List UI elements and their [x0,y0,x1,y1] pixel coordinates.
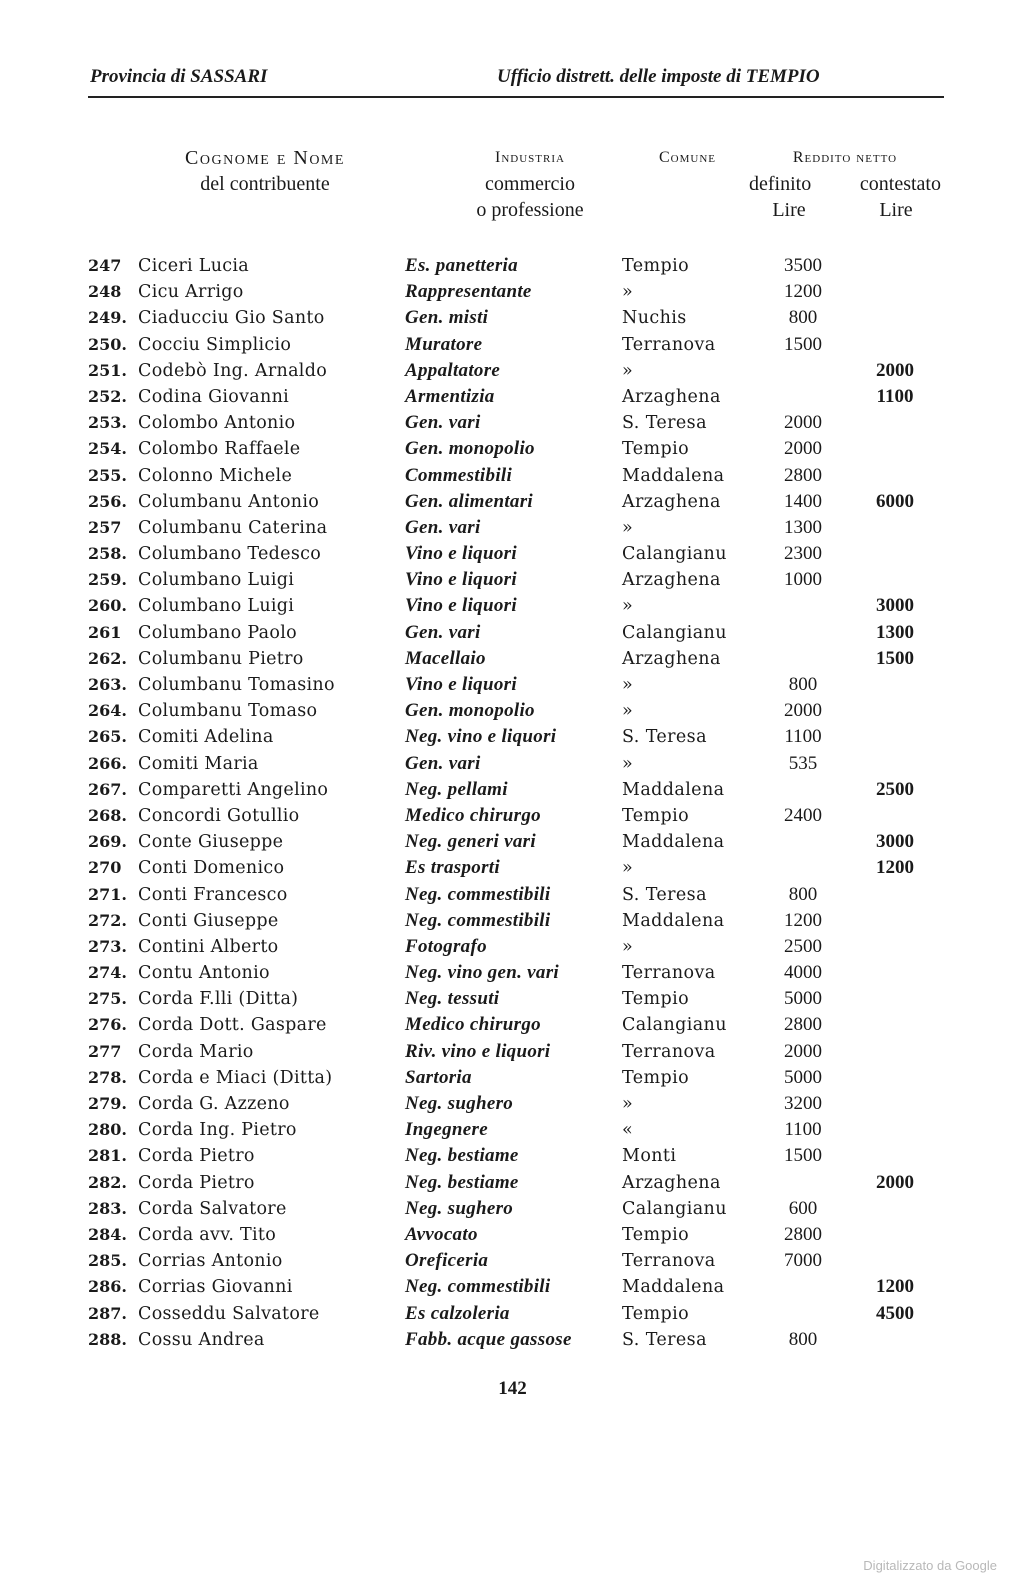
income-defined: 1100 [784,1119,822,1141]
taxpayer-name: Corrias Giovanni [138,1277,293,1298]
header-province: Provincia di SASSARI [90,66,268,87]
industry: Riv. vino e liquori [405,1040,551,1062]
comune: Maddalena [622,1277,725,1298]
table-row [0,305,1025,331]
comune: Tempio [622,1067,689,1088]
row-number: 277 [88,1041,122,1061]
industry: Neg. tessuti [405,988,500,1010]
row-number: 272. [88,910,127,930]
industry: Neg. bestiame [405,1145,519,1167]
comune: » [622,701,634,722]
table-row [0,882,1025,908]
income-defined: 2400 [784,804,822,826]
income-defined: 2000 [784,412,822,434]
income-defined: 800 [788,674,818,695]
industry: Es trasporti [405,857,500,879]
comune: » [622,360,634,381]
income-contested: 4500 [876,1302,914,1324]
table-row [0,358,1025,384]
industry: Gen. monopolio [405,700,535,722]
table-row [0,908,1025,934]
industry: Gen. vari [405,752,481,774]
column-header-name-line1: Cognome e Nome [185,147,345,169]
income-defined: 1200 [784,281,822,303]
column-header-industry [430,145,630,223]
industry: Fotografo [405,935,487,957]
watermark: Digitalizzato da Google [863,1558,997,1573]
table-row [0,777,1025,803]
row-number: 280. [88,1120,127,1140]
income-defined: 7000 [784,1250,822,1272]
industry: Es calzoleria [405,1302,510,1324]
comune: S. Teresa [622,1329,707,1350]
income-contested: 1200 [876,857,914,879]
row-number: 270 [88,858,122,878]
industry: Neg. commestibili [405,883,551,905]
taxpayer-name: Ciaducciu Gio Santo [138,308,325,329]
table-row [0,1091,1025,1117]
row-number: 252. [88,386,127,406]
income-defined: 2500 [784,935,822,957]
row-number: 274. [88,963,127,983]
table-row [0,934,1025,960]
taxpayer-name: Conti Domenico [138,858,285,879]
industry: Ingegnere [405,1119,488,1141]
row-number: 265. [88,727,127,747]
taxpayer-name: Columbanu Antonio [138,491,320,512]
industry: Vino e liquori [405,569,517,591]
income-defined: 2300 [784,543,822,565]
table-row [0,489,1025,515]
industry: Medico chirurgo [405,804,541,826]
taxpayer-name: Conte Giuseppe [138,832,284,853]
industry: Gen. misti [405,307,489,329]
industry: Gen. vari [405,412,481,434]
taxpayer-name: Columbanu Tomaso [138,701,318,722]
comune: Maddalena [622,832,725,853]
income-defined: 2800 [784,1223,822,1245]
table-row [0,751,1025,777]
taxpayer-name: Comparetti Angelino [138,779,329,800]
industry: Neg. commestibili [405,909,551,931]
industry: Medico chirurgo [405,1014,541,1036]
comune: Monti [622,1146,677,1167]
comune: Terranova [622,1041,716,1062]
income-contested: 2000 [876,1171,914,1193]
column-header-lire [745,197,945,223]
column-header-lire-definito: Lire [772,199,806,221]
income-contested: 3000 [876,595,914,617]
taxpayer-name: Conti Giuseppe [138,910,279,931]
taxpayer-name: Cossu Andrea [138,1329,265,1350]
taxpayer-name: Corda Mario [138,1041,254,1062]
row-number: 275. [88,989,127,1009]
comune: Maddalena [622,910,725,931]
income-contested: 1500 [876,647,914,669]
comune: Terranova [622,963,716,984]
income-defined: 1300 [784,516,822,538]
row-number: 268. [88,805,127,825]
income-defined: 2800 [784,1014,822,1036]
column-header-industry-line3: o professione [476,199,584,221]
income-defined: 2000 [784,700,822,722]
column-header-lire-contestato: Lire [879,199,913,221]
industry: Oreficeria [405,1250,489,1272]
row-number: 278. [88,1067,127,1087]
taxpayer-name: Corda Ing. Pietro [138,1120,297,1141]
table-row [0,1012,1025,1038]
taxpayer-name: Concordi Gotullio [138,805,300,826]
industry: Gen. vari [405,621,481,643]
row-number: 269. [88,832,127,852]
comune: Maddalena [622,465,725,486]
industry: Vino e liquori [405,595,517,617]
row-number: 271. [88,884,127,904]
table-row [0,1117,1025,1143]
taxpayer-name: Corda Dott. Gaspare [138,1015,327,1036]
comune: » [622,596,634,617]
comune: Maddalena [622,779,725,800]
income-defined: 800 [788,1328,818,1350]
income-defined: 535 [788,752,818,774]
row-number: 254. [88,439,127,459]
column-header-reddito-line1: Reddito netto [792,149,898,166]
income-defined: 3500 [784,255,822,276]
table-row [0,698,1025,724]
row-number: 281. [88,1146,127,1166]
income-defined: 3200 [784,1093,822,1114]
industry: Neg. vino e liquori [405,726,557,748]
row-number: 248 [88,282,122,302]
taxpayer-name: Colombo Raffaele [138,439,301,460]
comune: Tempio [622,1224,689,1245]
industry: Commestibili [405,464,513,486]
income-contested: 6000 [876,490,914,512]
comune: Tempio [622,805,689,826]
industry: Vino e liquori [405,543,517,565]
taxpayer-name: Ciceri Lucia [138,256,249,276]
taxpayer-name: Cicu Arrigo [138,282,244,303]
header-rule [88,96,944,98]
table-row [0,803,1025,829]
row-number: 255. [88,465,127,485]
income-defined: 1200 [784,909,822,931]
taxpayer-name: Corda e Miaci (Ditta) [138,1067,333,1088]
comune: Tempio [622,439,689,460]
comune: » [622,1094,634,1114]
comune: Calangianu [622,1015,727,1036]
row-number: 250. [88,334,127,354]
table-row [0,829,1025,855]
row-number: 276. [88,1015,127,1035]
column-header-industry-line1: Industria [495,149,565,166]
table-row [0,1065,1025,1091]
row-number: 285. [88,1251,127,1271]
table-row [0,332,1025,358]
income-contested: 1300 [876,621,914,643]
taxpayer-name: Comiti Adelina [138,727,274,748]
table-row [0,1274,1025,1300]
taxpayer-name: Corda avv. Tito [138,1224,277,1245]
table-row [0,253,1025,279]
industry: Neg. pellami [405,778,508,800]
industry: Neg. sughero [405,1093,514,1114]
column-header-comune [630,145,745,171]
comune: S. Teresa [622,727,707,748]
taxpayer-name: Columbano Luigi [138,570,295,591]
comune: Arzaghena [622,386,721,407]
income-defined: 5000 [784,988,822,1010]
industry: Neg. vino gen. vari [405,962,559,984]
industry: Neg. bestiame [405,1171,519,1193]
taxpayer-name: Cocciu Simplicio [138,334,292,355]
industry: Gen. monopolio [405,438,535,460]
taxpayer-name: Corda G. Azzeno [138,1094,290,1114]
taxpayer-name: Colonno Michele [138,465,293,486]
row-number: 263. [88,675,127,694]
table-row [0,1039,1025,1065]
table-row [0,1196,1025,1222]
table-row [0,1248,1025,1274]
comune: Calangianu [622,544,727,565]
income-defined: 1000 [784,569,822,591]
income-contested: 2000 [876,359,914,381]
income-contested: 3000 [876,831,914,853]
comune: Tempio [622,989,689,1010]
comune: Tempio [622,256,689,276]
comune: » [622,517,634,538]
income-defined: 800 [788,307,818,329]
table-row [0,279,1025,305]
row-number: 283. [88,1198,127,1218]
row-number: 273. [88,936,127,956]
column-header-comune-line1: Comune [658,149,716,166]
income-defined: 1500 [784,1145,822,1167]
industry: Sartoria [405,1066,472,1088]
comune: Terranova [622,1251,716,1272]
row-number: 266. [88,753,127,773]
taxpayer-name: Columbano Tedesco [138,544,322,565]
income-defined: 2000 [784,438,822,460]
industry: Gen. vari [405,516,481,538]
comune: Calangianu [622,622,727,643]
industry: Neg. commestibili [405,1276,551,1298]
taxpayer-name: Corda Pietro [138,1146,255,1167]
taxpayer-name: Columbano Paolo [138,622,297,643]
row-number: 253. [88,413,127,433]
industry: Macellaio [405,647,486,669]
income-defined: 5000 [784,1066,822,1088]
table-row [0,986,1025,1012]
comune: Arzaghena [622,491,721,512]
taxpayer-name: Cosseddu Salvatore [138,1303,320,1324]
header-office: Ufficio distrett. delle imposte di TEMPIO [497,66,820,87]
row-number: 284. [88,1224,127,1244]
row-number: 258. [88,544,127,564]
table-row [0,1327,1025,1353]
taxpayer-name: Corda F.lli (Ditta) [138,989,299,1010]
taxpayer-name: Comiti Maria [138,753,259,774]
table-row [0,410,1025,436]
industry: Neg. generi vari [405,831,536,853]
table-row [0,855,1025,881]
income-defined: 2000 [784,1040,822,1062]
table-row [0,593,1025,619]
income-contested: 2500 [876,778,914,800]
income-defined: 4000 [784,962,822,984]
income-contested: 1100 [876,385,914,407]
comune: » [622,936,634,957]
taxpayer-name: Contini Alberto [138,936,279,957]
taxpayer-name: Columbanu Caterina [138,517,328,538]
income-defined: 1100 [784,726,822,748]
table-row [0,960,1025,986]
row-number: 288. [88,1329,127,1349]
table-row [0,1301,1025,1327]
taxpayer-name: Colombo Antonio [138,413,296,434]
taxpayer-name: Columbanu Pietro [138,648,304,669]
row-number: 260. [88,596,127,616]
row-number: 259. [88,570,127,590]
row-number: 249. [88,308,127,328]
income-defined: 1500 [784,333,822,355]
row-number: 282. [88,1172,127,1192]
industry: Armentizia [405,385,495,407]
row-number: 257 [88,517,122,537]
taxpayer-name: Corrias Antonio [138,1251,283,1272]
income-contested: 1200 [876,1276,914,1298]
column-header-name-line2: del contribuente [200,173,330,195]
row-number: 279. [88,1094,127,1113]
table-row [0,620,1025,646]
comune: « [622,1120,634,1141]
industry: Neg. sughero [405,1197,514,1219]
comune: S. Teresa [622,884,707,905]
row-number: 286. [88,1277,127,1297]
taxpayer-name: Conti Francesco [138,884,288,905]
column-header-contestato: contestato [859,173,941,195]
taxpayer-name: Contu Antonio [138,963,270,984]
taxpayer-name: Corda Salvatore [138,1198,287,1219]
industry: Es. panetteria [405,255,518,276]
comune: S. Teresa [622,413,707,434]
comune: Calangianu [622,1198,727,1219]
column-header-definito: definito [749,173,812,195]
comune: » [622,675,634,695]
taxpayer-name: Corda Pietro [138,1172,255,1193]
column-header-industry-line2: commercio [485,173,575,195]
taxpayer-name: Columbanu Tomasino [138,675,335,695]
row-number: 262. [88,648,127,668]
table-row [0,384,1025,410]
comune: Arzaghena [622,1172,721,1193]
income-defined: 1400 [784,490,822,512]
income-defined: 600 [788,1197,818,1219]
table-row [0,436,1025,462]
table-row [0,646,1025,672]
taxpayer-list [0,253,1025,1353]
table-row [0,1143,1025,1169]
industry: Appaltatore [405,359,501,381]
industry: Vino e liquori [405,674,517,695]
table-row [0,672,1025,698]
industry: Rappresentante [405,281,532,303]
column-header-reddito-sub [745,171,945,197]
taxpayer-name: Codina Giovanni [138,386,290,407]
table-row [0,515,1025,541]
industry: Avvocato [405,1223,478,1245]
row-number: 247 [88,256,122,275]
income-defined: 800 [788,883,818,905]
table-row [0,567,1025,593]
table-row [0,1170,1025,1196]
column-header-name [120,145,410,197]
comune: » [622,282,634,303]
table-row [0,1222,1025,1248]
table-row [0,541,1025,567]
taxpayer-name: Columbano Luigi [138,596,295,617]
page-number: 142 [498,1378,527,1399]
industry: Muratore [405,333,483,355]
row-number: 264. [88,701,127,721]
row-number: 267. [88,779,127,799]
row-number: 256. [88,491,127,511]
comune: Terranova [622,334,716,355]
comune: Nuchis [622,308,687,329]
table-row [0,724,1025,750]
table-row [0,463,1025,489]
taxpayer-name: Codebò Ing. Arnaldo [138,360,328,381]
column-header-reddito [745,145,945,223]
row-number: 251. [88,360,127,380]
comune: Arzaghena [622,570,721,591]
row-number: 287. [88,1303,127,1323]
industry: Gen. alimentari [405,490,534,512]
comune: Arzaghena [622,648,721,669]
income-defined: 2800 [784,464,822,486]
industry: Fabb. acque gassose [405,1328,572,1350]
comune: » [622,858,634,879]
row-number: 261 [88,622,122,642]
comune: » [622,753,634,774]
comune: Tempio [622,1303,689,1324]
